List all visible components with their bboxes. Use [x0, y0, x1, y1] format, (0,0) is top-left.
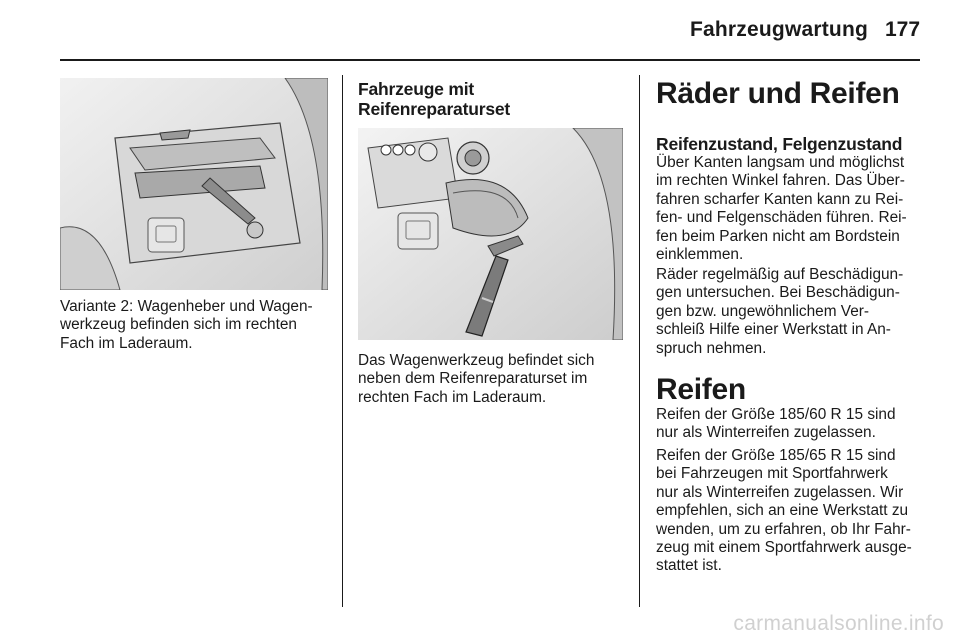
- tool-location-caption: Das Wagenwerkzeug befindet sich neben dem Reifenreparaturset im rechten Fach im Laderaum.: [358, 352, 595, 406]
- column-divider-left: [342, 75, 343, 607]
- tire-repair-kit-illustration: [358, 128, 623, 340]
- tire-size-paragraph-2: Reifen der Größe 185/65 R 15 sind bei Fahrzeugen mit Sportfahrwerk nur als Winterreifen zugelassen. Wir empfehlen, sich an eine Werkstatt zu wenden, um zu erfahren, ob Ihr Fahr- zeug mit einem Sportfahrwerk ausge- stattet ist.: [656, 447, 912, 575]
- jack-location-caption: Variante 2: Wagenheber und Wagen- werkzeug befinden sich im rechten Fach im Laderaum.: [60, 298, 313, 352]
- wheels-tires-section-title: Räder und Reifen: [656, 77, 900, 110]
- tire-condition-paragraph-2: Räder regelmäßig auf Beschädigun- gen untersuchen. Bei Beschädigun- gen bzw. ungewöhnlichem Ver- schleiß Hilfe einer Werkstatt in An- spruch nehmen.: [656, 266, 904, 357]
- tire-rim-condition-title: Reifenzustand, Felgenzustand: [656, 134, 903, 154]
- column-divider-right: [639, 75, 640, 607]
- tires-section-title: Reifen: [656, 373, 746, 406]
- jack-tool-compartment-illustration: [60, 78, 328, 290]
- tire-repair-kit-heading: Fahrzeuge mit Reifenreparaturset: [358, 79, 511, 119]
- tire-condition-paragraph-1: Über Kanten langsam und möglichst im rechten Winkel fahren. Das Über- fahren scharfer Kanten kann zu Rei- fen- und Felgenschäden führen. Rei- fen beim Parken nicht am Bordstein einklemmen.: [656, 154, 907, 264]
- header-divider: [60, 59, 920, 61]
- site-watermark: carmanualsonline.info: [733, 612, 944, 635]
- tire-size-paragraph-1: Reifen der Größe 185/60 R 15 sind nur als Winterreifen zugelassen.: [656, 406, 896, 442]
- page-number: 177: [885, 18, 921, 41]
- page-header-title: Fahrzeugwartung: [690, 18, 869, 41]
